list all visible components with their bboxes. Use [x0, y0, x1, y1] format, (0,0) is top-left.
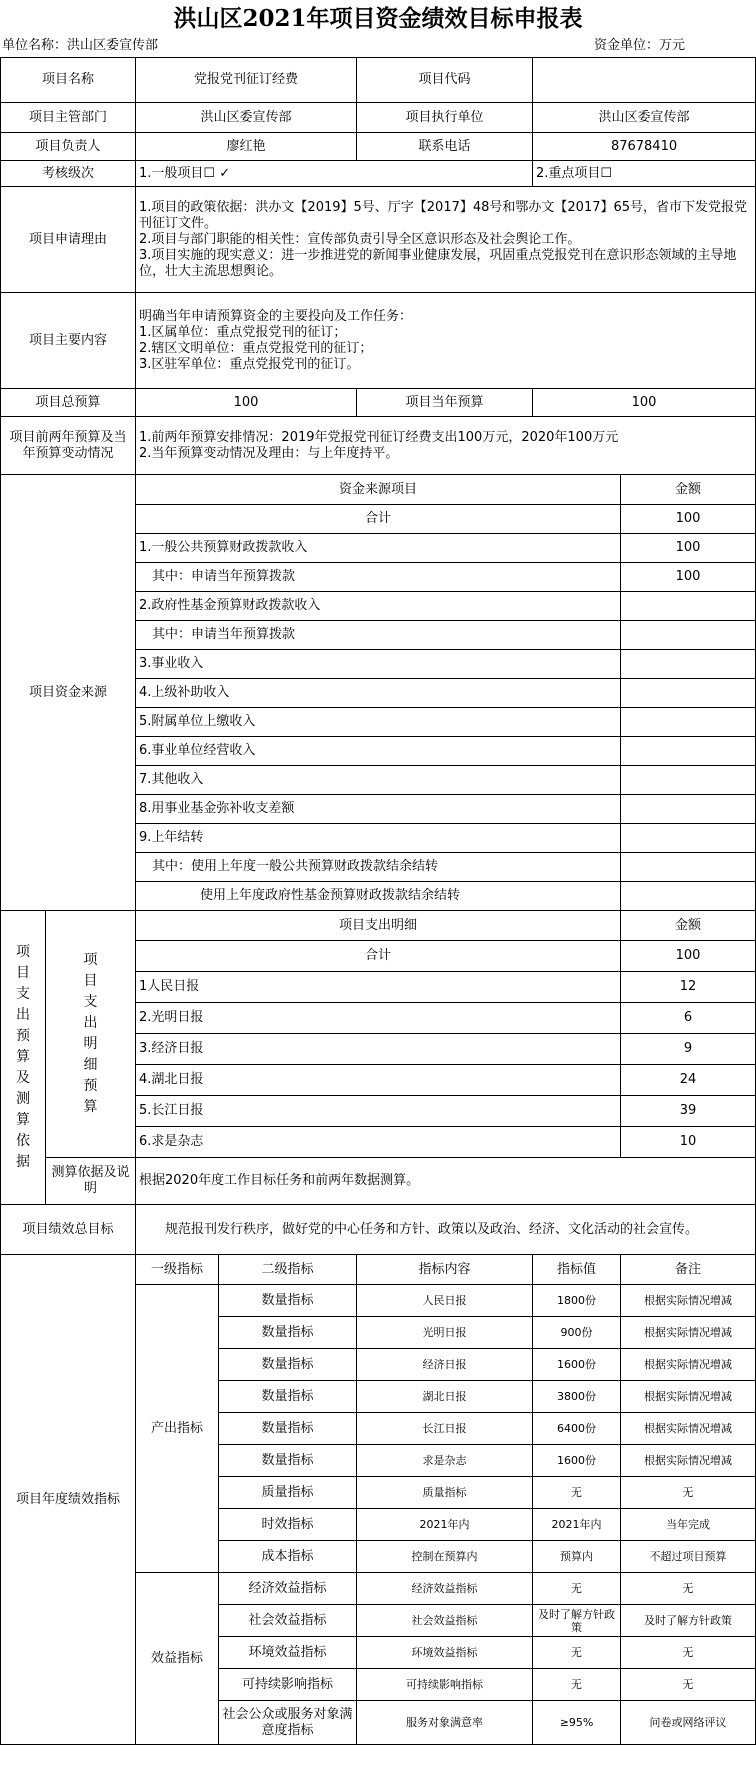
- source-amount: [621, 766, 756, 795]
- content-line: 2.辖区文明单位：重点党报党刊的征订；: [139, 340, 373, 356]
- perf-content: 质量指标: [357, 1477, 533, 1509]
- perf-value: 6400份: [533, 1413, 621, 1445]
- expense-amount: 10: [621, 1127, 756, 1158]
- expense-amount: 100: [621, 941, 756, 972]
- perf-value: 及时了解方针政策: [533, 1605, 621, 1637]
- perf-content: 控制在预算内: [357, 1541, 533, 1573]
- label-perf: 项目年度绩效指标: [1, 1255, 136, 1745]
- source-item: 7.其他收入: [136, 766, 621, 795]
- label-year-budget: 项目当年预算: [357, 389, 533, 417]
- perf-note: 当年完成: [621, 1509, 756, 1541]
- source-amount: 100: [621, 563, 756, 592]
- perf-note: 无: [621, 1573, 756, 1605]
- perf-l2: 社会公众或服务对象满意度指标: [219, 1701, 357, 1745]
- perf-note: 不超过项目预算: [621, 1541, 756, 1573]
- value-project-code: [533, 58, 756, 103]
- label-level: 考核级次: [1, 161, 136, 187]
- perf-value: 1800份: [533, 1285, 621, 1317]
- source-item: 1.一般公共预算财政拨款收入: [136, 534, 621, 563]
- row-dept: [1, 103, 756, 133]
- perf-content: 经济效益指标: [357, 1573, 533, 1605]
- perf-content: 经济日报: [357, 1349, 533, 1381]
- source-item: 合计: [136, 505, 621, 534]
- unit-name: 单位名称：洪山区委宣传部: [2, 38, 159, 53]
- page-title: 洪山区2021年项目资金绩效目标申报表: [173, 5, 583, 32]
- content-line: 明确当年申请预算资金的主要投向及工作任务：: [139, 308, 413, 324]
- value-leader: 廖红艳: [136, 133, 357, 161]
- prev-line: 1.前两年预算安排情况：2019年党报党刊征订经费支出100万元，2020年100万元: [139, 429, 619, 445]
- source-item: 使用上年度政府性基金预算财政拨款结余结转: [136, 882, 621, 911]
- perf-note: 根据实际情况增减: [621, 1381, 756, 1413]
- source-item: 8.用事业基金弥补收支差额: [136, 795, 621, 824]
- source-amount: 100: [621, 505, 756, 534]
- perf-note: 根据实际情况增减: [621, 1285, 756, 1317]
- row-project-name: [1, 58, 756, 103]
- expense-item: 4.湖北日报: [136, 1065, 621, 1096]
- source-item: 4.上级补助收入: [136, 679, 621, 708]
- prev-text: [136, 417, 756, 475]
- basis-text: 根据2020年度工作目标任务和前两年数据测算。: [136, 1158, 756, 1205]
- source-amount: [621, 650, 756, 679]
- expense-amount: 6: [621, 1003, 756, 1034]
- label-total-budget: 项目总预算: [1, 389, 136, 417]
- source-amount: [621, 882, 756, 911]
- source-item: 6.事业单位经营收入: [136, 737, 621, 766]
- label-phone: 联系电话: [357, 133, 533, 161]
- perf-content: 可持续影响指标: [357, 1669, 533, 1701]
- expense-item: 3.经济日报: [136, 1034, 621, 1065]
- expense-item: 2.光明日报: [136, 1003, 621, 1034]
- content-line: 1.区属单位：重点党报党刊的征订；: [139, 324, 347, 340]
- label-goal: 项目绩效总目标: [1, 1205, 136, 1255]
- perf-l2: 数量指标: [219, 1413, 357, 1445]
- row-content: [1, 293, 756, 389]
- source-item: 其中：申请当年预算拨款: [136, 563, 621, 592]
- source-item: 5.附属单位上缴收入: [136, 708, 621, 737]
- perf-header: [1, 1255, 756, 1285]
- perf-content: 环境效益指标: [357, 1637, 533, 1669]
- perf-header-l2: 二级指标: [219, 1255, 357, 1285]
- value-phone: 87678410: [533, 133, 756, 161]
- row-budget: [1, 389, 756, 417]
- source-amount: [621, 853, 756, 882]
- source-amount: [621, 621, 756, 650]
- perf-header-value: 指标值: [533, 1255, 621, 1285]
- perf-l2: 社会效益指标: [219, 1605, 357, 1637]
- perf-value: 预算内: [533, 1541, 621, 1573]
- expense-item: 6.求是杂志: [136, 1127, 621, 1158]
- perf-l2: 经济效益指标: [219, 1573, 357, 1605]
- label-leader: 项目负责人: [1, 133, 136, 161]
- row-level: [1, 161, 756, 187]
- perf-l2: 数量指标: [219, 1349, 357, 1381]
- perf-content: 长江日报: [357, 1413, 533, 1445]
- label-dept: 项目主管部门: [1, 103, 136, 133]
- label-basis: 测算依据及说明: [46, 1158, 136, 1205]
- label-exec-unit: 项目执行单位: [357, 103, 533, 133]
- row-basis: [1, 1158, 756, 1205]
- perf-note: 及时了解方针政策: [621, 1605, 756, 1637]
- source-header: [1, 475, 756, 505]
- row-leader: [1, 133, 756, 161]
- reason-text: [136, 187, 756, 293]
- expense-item: 5.长江日报: [136, 1096, 621, 1127]
- expense-item: 1人民日报: [136, 972, 621, 1003]
- row-goal: [1, 1205, 756, 1255]
- perf-value: 无: [533, 1477, 621, 1509]
- expense-amount: 9: [621, 1034, 756, 1065]
- perf-value: 900份: [533, 1317, 621, 1349]
- perf-value: 无: [533, 1637, 621, 1669]
- perf-l2: 数量指标: [219, 1317, 357, 1349]
- perf-note: 根据实际情况增减: [621, 1445, 756, 1477]
- perf-value: 1600份: [533, 1349, 621, 1381]
- perf-note: 无: [621, 1637, 756, 1669]
- perf-content: 湖北日报: [357, 1381, 533, 1413]
- report-table: [0, 57, 756, 1745]
- label-content: 项目主要内容: [1, 293, 136, 389]
- reason-line: 3.项目实施的现实意义：进一步推进党的新闻事业健康发展，巩固重点党报党刊在意识形态领域的主导地位，壮大主流思想舆论。: [139, 247, 737, 279]
- label-output: 产出指标: [136, 1285, 219, 1573]
- perf-content: 求是杂志: [357, 1445, 533, 1477]
- source-item: 其中：使用上年度一般公共预算财政拨款结余结转: [136, 853, 621, 882]
- expense-header-amount: 金额: [621, 911, 756, 941]
- label-benefit: 效益指标: [136, 1573, 219, 1745]
- perf-l2: 环境效益指标: [219, 1637, 357, 1669]
- source-item: 其中：申请当年预算拨款: [136, 621, 621, 650]
- expense-amount: 12: [621, 972, 756, 1003]
- perf-note: 问卷或网络评议: [621, 1701, 756, 1745]
- perf-value: 无: [533, 1573, 621, 1605]
- perf-header-l1: 一级指标: [136, 1255, 219, 1285]
- money-unit: 资金单位：万元: [594, 38, 686, 53]
- perf-l2: 时效指标: [219, 1509, 357, 1541]
- expense-amount: 24: [621, 1065, 756, 1096]
- perf-value: 1600份: [533, 1445, 621, 1477]
- prev-line: 2.当年预算变动情况及理由：与上年度持平。: [139, 445, 399, 461]
- source-item: 9.上年结转: [136, 824, 621, 853]
- perf-content: 社会效益指标: [357, 1605, 533, 1637]
- content-line: 3.区驻军单位：重点党报党刊的征订。: [139, 356, 360, 372]
- source-amount: [621, 679, 756, 708]
- source-item: 2.政府性基金预算财政拨款收入: [136, 592, 621, 621]
- perf-l2: 数量指标: [219, 1285, 357, 1317]
- label-expense-outer: 项目支出预算及测算依据: [1, 911, 46, 1205]
- perf-content: 人民日报: [357, 1285, 533, 1317]
- goal-text: 规范报刊发行秩序，做好党的中心任务和方针、政策以及政治、经济、文化活动的社会宣传。: [136, 1205, 756, 1255]
- expense-header: [1, 911, 756, 941]
- perf-note: 无: [621, 1669, 756, 1701]
- perf-header-content: 指标内容: [357, 1255, 533, 1285]
- perf-l2: 数量指标: [219, 1445, 357, 1477]
- perf-note: 根据实际情况增减: [621, 1317, 756, 1349]
- row-reason: [1, 187, 756, 293]
- source-header-item: 资金来源项目: [136, 475, 621, 505]
- label-project-code: 项目代码: [357, 58, 533, 103]
- perf-l2: 数量指标: [219, 1381, 357, 1413]
- perf-l2: 可持续影响指标: [219, 1669, 357, 1701]
- perf-l2: 质量指标: [219, 1477, 357, 1509]
- perf-header-note: 备注: [621, 1255, 756, 1285]
- perf-value: ≥95%: [533, 1701, 621, 1745]
- label-prev: 项目前两年预算及当年预算变动情况: [1, 417, 136, 475]
- value-year-budget: 100: [533, 389, 756, 417]
- value-total-budget: 100: [136, 389, 357, 417]
- perf-note: 根据实际情况增减: [621, 1413, 756, 1445]
- source-amount: [621, 737, 756, 766]
- source-header-amount: 金额: [621, 475, 756, 505]
- row-prev: [1, 417, 756, 475]
- perf-value: 无: [533, 1669, 621, 1701]
- perf-content: 2021年内: [357, 1509, 533, 1541]
- label-expense-inner: 项目支出明细预算: [46, 911, 136, 1158]
- reason-line: 2.项目与部门职能的相关性：宣传部负责引导全区意识形态及社会舆论工作。: [139, 231, 581, 247]
- reason-line: 1.项目的政策依据：洪办文【2019】5号、厅字【2017】48号和鄂办文【2017】65号，省市下发党报党刊征订文件。: [139, 199, 748, 231]
- level-general: 1.一般项目☐ ✓: [136, 161, 533, 187]
- label-reason: 项目申请理由: [1, 187, 136, 293]
- source-item: 3.事业收入: [136, 650, 621, 679]
- expense-amount: 39: [621, 1096, 756, 1127]
- value-project-name: 党报党刊征订经费: [136, 58, 357, 103]
- perf-content: 光明日报: [357, 1317, 533, 1349]
- perf-value: 3800份: [533, 1381, 621, 1413]
- source-amount: [621, 708, 756, 737]
- perf-note: 根据实际情况增减: [621, 1349, 756, 1381]
- label-source: 项目资金来源: [1, 475, 136, 911]
- expense-header-item: 项目支出明细: [136, 911, 621, 941]
- perf-note: 无: [621, 1477, 756, 1509]
- label-project-name: 项目名称: [1, 58, 136, 103]
- source-amount: [621, 592, 756, 621]
- expense-item: 合计: [136, 941, 621, 972]
- source-amount: [621, 824, 756, 853]
- level-key: 2.重点项目☐: [533, 161, 756, 187]
- perf-value: 2021年内: [533, 1509, 621, 1541]
- perf-content: 服务对象满意率: [357, 1701, 533, 1745]
- value-dept: 洪山区委宣传部: [136, 103, 357, 133]
- perf-l2: 成本指标: [219, 1541, 357, 1573]
- source-amount: [621, 795, 756, 824]
- value-exec-unit: 洪山区委宣传部: [533, 103, 756, 133]
- source-amount: 100: [621, 534, 756, 563]
- content-text: [136, 293, 756, 389]
